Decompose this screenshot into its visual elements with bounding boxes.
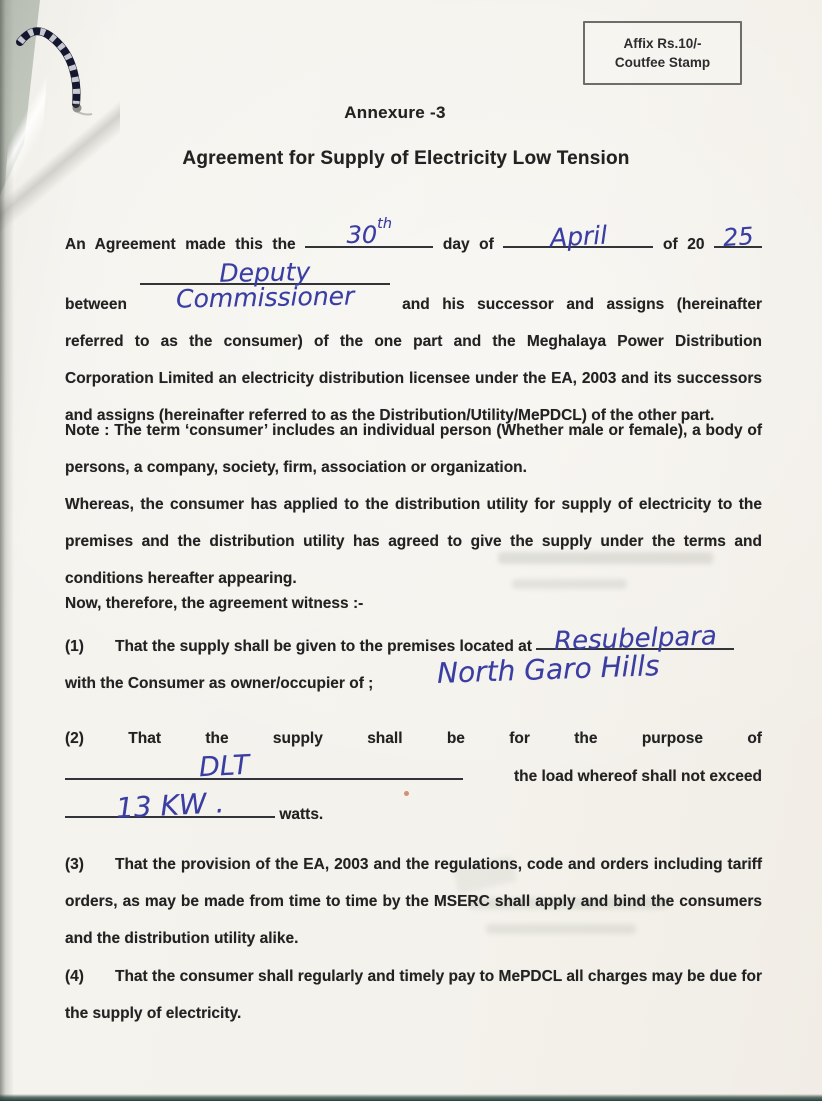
note-paragraph: Note : The term ‘consumer’ includes an individual person (Whether male or female), a body of persons, a company, society, firm, association or organization.	[65, 422, 762, 476]
handwritten-load: 13 KW .	[114, 786, 225, 825]
scan-edge-bottom	[0, 1094, 822, 1101]
clause-4-text: That the consumer shall regularly and timely pay to MePDCL all charges may be due for the supply of electricity.	[65, 968, 762, 1022]
clause-2-line-3	[65, 786, 762, 834]
witness-line: Now, therefore, the agreement witness :-	[65, 595, 364, 612]
year-blank-field	[714, 221, 762, 253]
opening-text-5: and his successor and assigns (hereinafter	[402, 296, 762, 313]
stamp-box-line1: Affix Rs.10/-	[623, 36, 702, 51]
premises-blank-field	[536, 621, 734, 657]
month-blank-field	[503, 220, 653, 253]
court-fee-stamp-box	[583, 21, 742, 85]
clause-1-line-1	[65, 621, 762, 665]
clause-1-number: (1)	[65, 638, 84, 655]
clause-2-text-2: the load whereof shall not exceed	[513, 768, 762, 785]
opening-text-2: day of	[442, 236, 494, 253]
handwritten-party-name: Deputy Commissioner	[175, 257, 355, 314]
opening-text-1: An Agreement made this the	[65, 236, 296, 253]
annexure-heading: Annexure -3	[344, 103, 446, 122]
clause-2	[65, 720, 762, 834]
page-title: Agreement for Supply of Electricity Low Tension	[182, 148, 630, 169]
party-blank-field	[140, 257, 390, 314]
clause-2-number: (2)	[65, 730, 84, 747]
clause-4	[65, 958, 762, 1032]
handwritten-district: North Garo Hills	[436, 649, 661, 690]
clause-2-line-1: (2) That the supply shall be for the purpose of	[65, 720, 762, 758]
clause-1-text-1: That the supply shall be given to the premises located at	[115, 638, 532, 655]
clause-3-number: (3)	[65, 856, 84, 873]
clause-2-text-3: watts.	[279, 806, 324, 823]
opening-text-4: between	[65, 296, 128, 313]
handwritten-premises: Resubelpara	[553, 621, 718, 657]
opening-paragraph	[65, 215, 762, 434]
handwritten-year: 25	[721, 221, 755, 253]
stamp-box-line2: Coutfee Stamp	[614, 55, 711, 70]
fold-highlight	[0, 0, 52, 291]
clause-4-number: (4)	[65, 968, 84, 985]
opening-text-6: referred to as the consumer) of the one part and the Meghalaya Power Distribution Corporation Limited an electricity distribution licensee under the EA, 2003 and its successors and assigns (hereinafter referred to as the Distribution/Utility/MePDCL) of the other part.	[65, 333, 762, 424]
purpose-blank-field	[65, 749, 463, 784]
day-blank-field	[305, 215, 433, 249]
handwritten-purpose: DLT	[197, 749, 251, 784]
clause-1	[65, 621, 762, 702]
load-blank-field	[65, 786, 275, 825]
clause-3	[65, 846, 762, 957]
whereas-paragraph: Whereas, the consumer has applied to the distribution utility for supply of electricity to the premises and the distribution utility has agreed to give the supply under the terms and conditions hereafter appearing.	[65, 496, 762, 587]
clause-1-line-2: with the Consumer as owner/occupier of ;	[65, 675, 374, 692]
handwritten-day: 30th	[346, 215, 392, 249]
clause-3-text: That the provision of the EA, 2003 and the regulations, code and orders including tariff orders, as may be made from time to time by the MSERC shall apply and bind the consumers and the distribution utility alike.	[65, 856, 762, 947]
handwritten-month: April	[549, 220, 608, 253]
opening-text-3: of 20	[662, 236, 705, 253]
